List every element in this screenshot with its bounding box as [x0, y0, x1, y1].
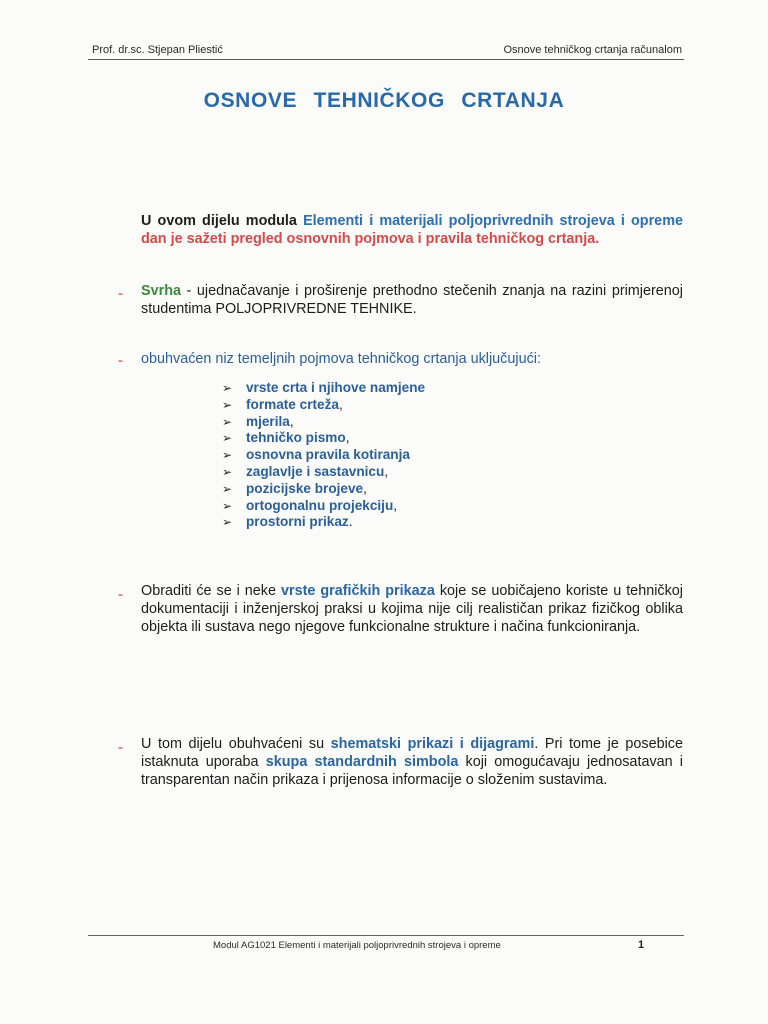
page-title: OSNOVE TEHNIČKOG CRTANJA — [203, 89, 565, 112]
page-number: 1 — [638, 939, 645, 951]
graphics-paragraph: Obraditi će se i neke vrste grafičkih prikaza koje se uobičajeno koriste u tehničkoj dokumentaciji i inženjerskoj praksi u kojima nije cilj realističan prikaz fizičkog oblika objekta ili sustava nego njegove funkcionalne strukture i načina funkcioniranja. — [141, 583, 683, 635]
footer-divider — [88, 935, 684, 936]
header-course-title: Osnove tehničkog crtanja računalom — [503, 44, 682, 56]
arrow-bullet-icon: ➢ — [222, 464, 233, 479]
purpose-text: - ujednačavanje i proširenje prethodno stečenih znanja na razini primjerenoj studentima POLJOPRIVREDNE TEHNIKE. — [141, 283, 683, 317]
intro-prefix: U ovom dijelu modula — [141, 213, 304, 229]
header-divider — [88, 59, 684, 60]
header-author: Prof. dr.sc. Stjepan Pliestić — [92, 44, 223, 56]
list-item: ➢ tehničko pismo, — [222, 430, 350, 446]
schematics-paragraph: U tom dijelu obuhvaćeni su shematski prikazi i dijagrami. Pri tome je posebice istaknuta uporaba skupa standardnih simbola koji omogućavaju jednosatavan i transparentan način prikaza i prijenosa informacije o složenim sustavima. — [141, 736, 683, 788]
list-item: ➢ formate crteža, — [222, 396, 343, 412]
topics-list — [222, 380, 425, 531]
list-item: ➢ vrste crta i njihove namjene — [222, 380, 426, 395]
list-item: ➢ osnovna pravila kotiranja — [222, 447, 410, 463]
arrow-bullet-icon: ➢ — [222, 431, 233, 446]
arrow-bullet-icon: ➢ — [222, 448, 233, 463]
bullet-dash: - — [118, 352, 123, 369]
list-item: ➢ pozicijske brojeve, — [222, 480, 367, 496]
arrow-bullet-icon: ➢ — [222, 414, 233, 429]
arrow-bullet-icon: ➢ — [222, 397, 233, 412]
arrow-bullet-icon: ➢ — [222, 498, 233, 513]
purpose-label: Svrha — [141, 283, 181, 299]
intro-module-name: Elementi i materijali poljoprivrednih strojeva i opreme — [303, 213, 683, 229]
intro-paragraph — [141, 212, 683, 248]
intro-suffix: dan je sažeti pregled osnovnih pojmova i pravila tehničkog crtanja. — [141, 231, 600, 247]
bullet-dash: - — [118, 285, 123, 302]
coverage-paragraph: obuhvaćen niz temeljnih pojmova tehničkog crtanja uključujući: — [141, 351, 541, 367]
arrow-bullet-icon: ➢ — [222, 515, 233, 530]
list-item: ➢ prostorni prikaz. — [222, 514, 353, 530]
list-item: ➢ zaglavlje i sastavnicu, — [222, 463, 389, 479]
bullet-dash: - — [118, 586, 123, 603]
footer-module: Modul AG1021 Elementi i materijali poljoprivrednih strojeva i opreme — [213, 940, 501, 951]
graphics-highlight: vrste grafičkih prikaza — [280, 583, 435, 599]
schematics-highlight-1: shematski prikazi i dijagrami — [330, 736, 535, 752]
list-item: ➢ ortogonalnu projekciju, — [222, 497, 398, 513]
purpose-paragraph — [141, 282, 683, 318]
schematics-highlight-2: skupa standardnih simbola — [265, 754, 459, 770]
list-item: ➢ mjerila, — [222, 413, 294, 429]
arrow-bullet-icon: ➢ — [222, 381, 233, 395]
bullet-dash: - — [118, 739, 123, 756]
arrow-bullet-icon: ➢ — [222, 481, 233, 496]
